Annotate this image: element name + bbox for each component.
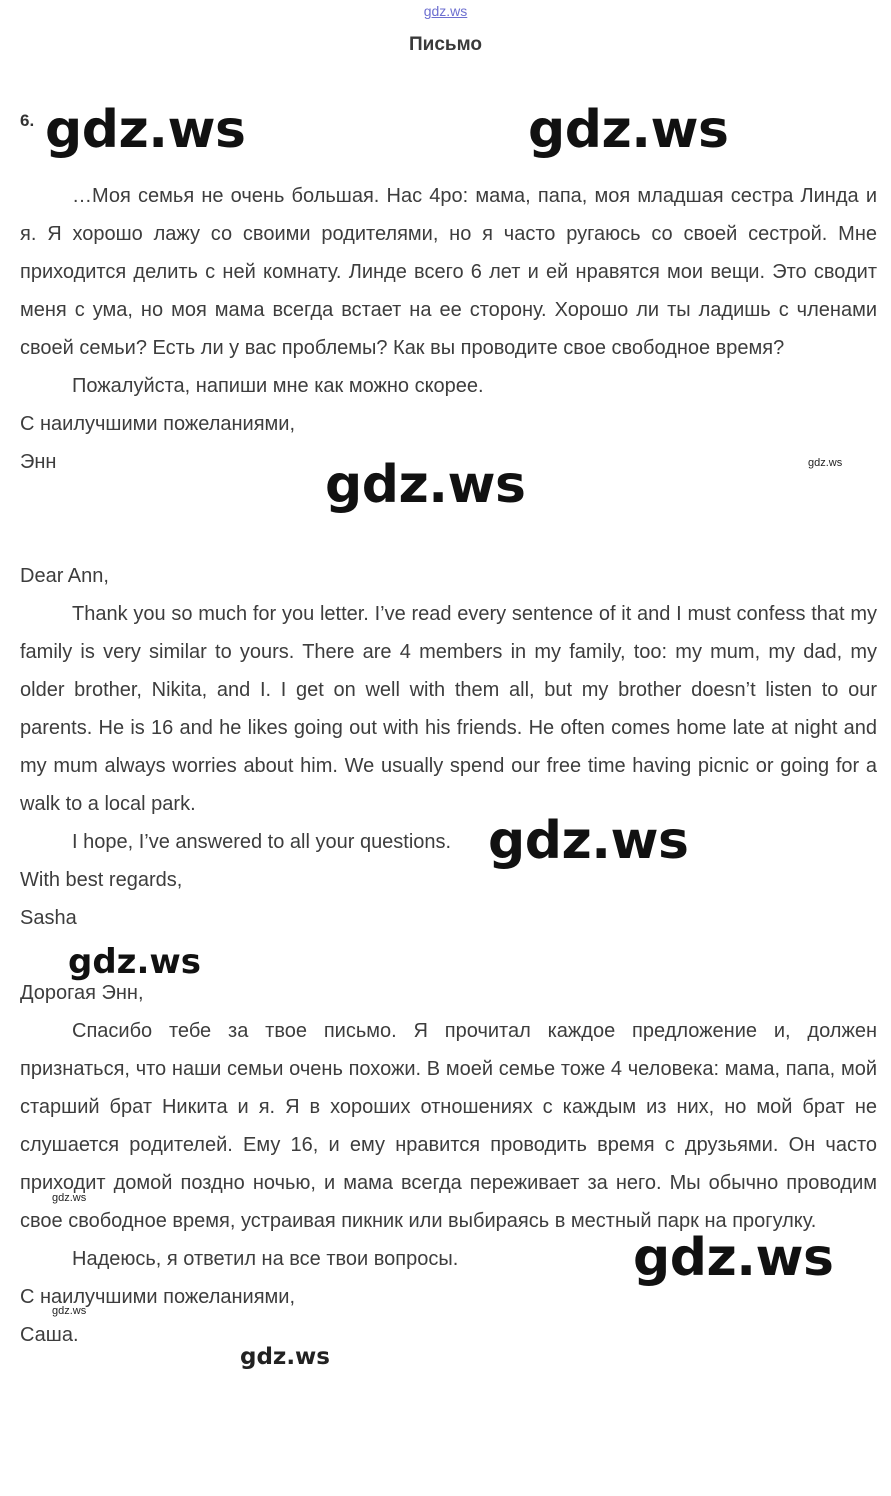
watermark-overlay: gdz.ws — [52, 1192, 87, 1204]
letter-ru-2 — [20, 974, 877, 1354]
letter-en-signature: Sasha — [20, 907, 77, 929]
letter-ru-1-paragraph: …Моя семья не очень большая. Нас 4ро: мама, папа, моя младшая сестра Линда и я. Я хорошо лажу со своими родителями, но я часто ругаюсь со своей сестрой. Мне приходится делить с ней комнату. Линде всего 6 лет и ей нравятся мои вещи. Это сводит меня с ума, но моя мама всегда встает на ее сторону. Хорошо ли ты ладишь с членами своей семьи? Есть ли у вас проблемы? Как вы проводите свое свободное время? — [20, 185, 877, 359]
letter-en-paragraph: Thank you so much for you letter. I’ve read every sentence of it and I must confess that my family is very similar to yours. There are 4 members in my family, too: my mum, my dad, my older brother, Nikita, and I. I get on well with them all, but my brother doesn’t listen to our parents. He is 16 and he likes going out with his friends. He often comes home late at night and my mum always worries about him. We usually spend our free time having picnic or going for a walk to a local park. — [20, 603, 877, 815]
letter-ru-2-signature: Саша. — [20, 1324, 79, 1346]
letter-ru-1-signature: Энн — [20, 451, 57, 473]
letter-en-hope: I hope, I’ve answered to all your questions. — [72, 831, 452, 853]
page-title: Письмо — [409, 34, 482, 55]
watermark-overlay: gdz.ws — [45, 100, 246, 160]
watermark-overlay: gdz.ws — [52, 1305, 87, 1317]
watermark-overlay: gdz.ws — [808, 457, 843, 469]
letter-ru-1-closing: С наилучшими пожеланиями, — [20, 413, 296, 435]
watermark-overlay: gdz.ws — [68, 942, 202, 982]
letter-ru-2-greeting: Дорогая Энн, — [20, 982, 144, 1004]
task-number: 6. — [20, 111, 35, 130]
letter-ru-1-request: Пожалуйста, напиши мне как можно скорее. — [72, 375, 484, 397]
letter-ru-2-paragraph: Спасибо тебе за твое письмо. Я прочитал каждое предложение и, должен признаться, что наши семьи очень похожи. В моей семье тоже 4 человека: мама, папа, мой старший брат Никита и я. Я в хороших отношениях с каждым из них, но мой брат не слушается родителей. Ему 16, и ему нравится проводить время с друзьями. Он часто приходит домой поздно ночью, и мама всегда переживает за него. Мы обычно проводим свое свободное время, устраивая пикник или выбираясь в местный парк на прогулку. — [20, 1020, 877, 1232]
letter-ru-1 — [20, 177, 877, 481]
letter-en-greeting: Dear Ann, — [20, 565, 109, 587]
letter-ru-2-closing: С наилучшими пожеланиями, — [20, 1286, 296, 1308]
letter-en — [20, 557, 877, 937]
watermark-overlay: gdz.ws — [633, 1228, 834, 1288]
letter-en-closing: With best regards, — [20, 869, 183, 891]
watermark-overlay: gdz.ws — [325, 455, 526, 515]
watermark-overlay: gdz.ws — [488, 811, 689, 871]
site-watermark-link[interactable]: gdz.ws — [423, 3, 468, 19]
letter-ru-2-hope: Надеюсь, я ответил на все твои вопросы. — [72, 1248, 459, 1270]
watermark-overlay: gdz.ws — [528, 100, 729, 160]
watermark-overlay: gdz.ws — [240, 1344, 330, 1370]
